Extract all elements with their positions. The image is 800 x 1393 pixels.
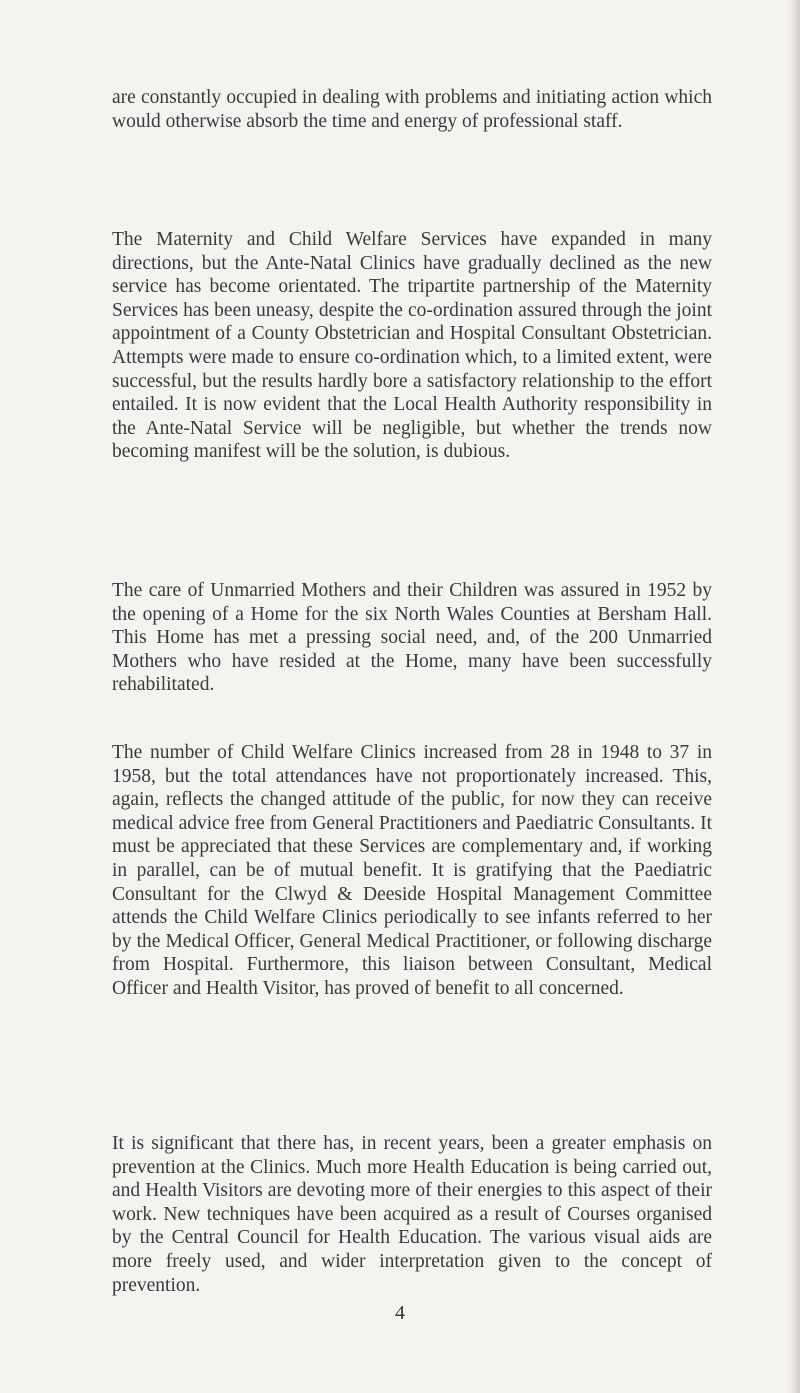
paragraph-professional-staff [112, 86, 712, 133]
paragraph-text: The Maternity and Child Welfare Services have expanded in many directions, but the Ante-Natal Clinics have gradually declined as the new service has become orientated. The tripartite partnership of the Maternity Services has been uneasy, despite the co-ordination assured through the joint appointment of a County Obstetrician and Hospital Consultant Obstetrician. Attempts were made to ensure co-ordination which, to a limited extent, were successful, but the results hardly bore a satisfactory relationship to the effort entailed. It is now evident that the Local Health Authority responsibility in the Ante-Natal Service will be negligible, but whether the trends now becoming manifest will be the solution, is dubious. [112, 229, 712, 463]
paragraph-maternity-services [112, 228, 712, 464]
paragraph-text: The number of Child Welfare Clinics increased from 28 in 1948 to 37 in 1958, but the total attendances have not proportionately increased. This, again, reflects the changed attitude of the public, for now they can receive medical advice free from General Practitioners and Paediatric Consultants. It must be appreciated that these Services are complementary and, if working in parallel, can be of mutual benefit. It is gratifying that the Paediatric Consultant for the Clwyd & Deeside Hospital Management Committee attends the Child Welfare Clinics periodically to see infants referred to her by the Medical Officer, General Medical Practitioner, or following discharge from Hospital. Furthermore, this liaison between Consultant, Medical Officer and Health Visitor, has proved of benefit to all concerned. [112, 742, 712, 999]
page-number: 4 [395, 1302, 405, 1324]
paragraph-text: It is significant that there has, in recent years, been a greater emphasis on prevention at the Clinics. Much more Health Education is being carried out, and Health Visitors are devoting more of their energies to this aspect of their work. New techniques have been acquired as a result of Courses organised by the Central Council for Health Education. The various visual aids are more freely used, and wider interpretation given to the concept of prevention. [112, 1133, 712, 1296]
paragraph-unmarried-mothers [112, 579, 712, 697]
page-edge-shadow [786, 0, 800, 1393]
paragraph-text: are constantly occupied in dealing with problems and initiating action which would otherwise absorb the time and energy of professional staff. [112, 87, 712, 132]
paragraph-text: The care of Unmarried Mothers and their Children was assured in 1952 by the opening of a Home for the six North Wales Counties at Bersham Hall. This Home has met a pressing social need, and, of the 200 Unmarried Mothers who have resided at the Home, many have been successfully rehabilitated. [112, 580, 712, 696]
paragraph-child-welfare-clinics [112, 741, 712, 1001]
paragraph-prevention [112, 1132, 712, 1297]
